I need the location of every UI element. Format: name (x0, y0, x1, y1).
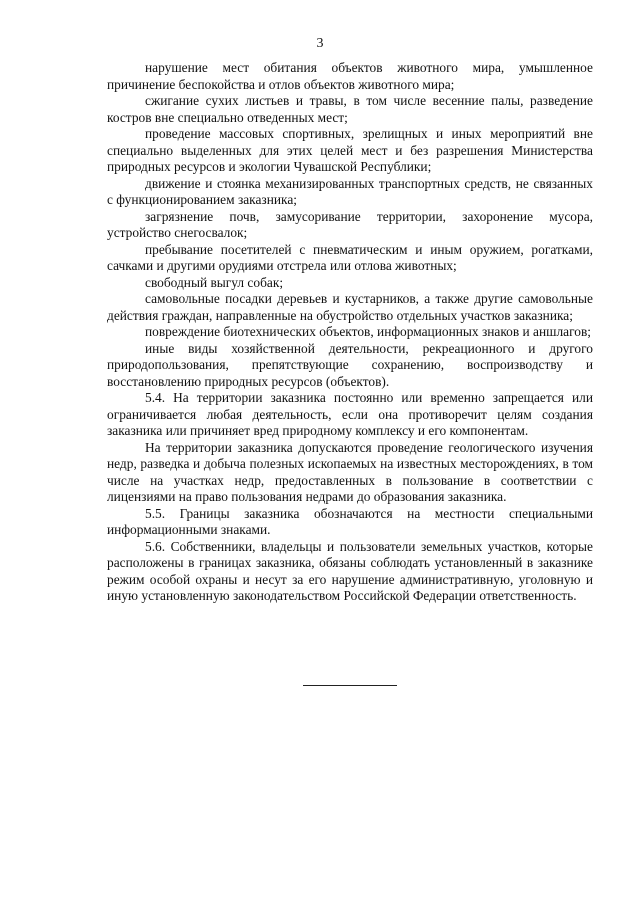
paragraph: пребывание посетителей с пневматическим и иным оружием, рогатками, сачками и другими орудиями отстрела или отлова животных; (107, 241, 593, 273)
paragraph: 5.6. Собственники, владельцы и пользователи земельных участков, которые расположены в границах заказника, обязаны соблюдать установленный в заказнике режим особой охраны и несут за его нарушение административную, уголовную и иную установленную законодательством Российской Федерации ответственность. (107, 538, 593, 603)
paragraph: загрязнение почв, замусоривание территории, захоронение мусора, устройство снегосвалок; (107, 208, 593, 240)
paragraph: На территории заказника допускаются проведение геологического изучения недр, разведка и добыча полезных ископаемых на известных месторождениях, в том числе на участках недр, предоставленных в пользование в соответствии с лицензиями на право пользования недрами до образования заказника. (107, 439, 593, 504)
paragraph: повреждение биотехнических объектов, информационных знаков и аншлагов; (145, 324, 591, 339)
paragraph: свободный выгул собак; (145, 274, 284, 290)
closing-divider (303, 685, 397, 686)
paragraph: самовольные посадки деревьев и кустарников, а также другие самовольные действия граждан, направленные на обустройство отдельных участков заказника; (107, 291, 593, 323)
paragraph: сжигание сухих листьев и травы, в том числе весенние палы, разведение костров вне специально отведенных мест; (107, 93, 593, 125)
page-number: 3 (316, 36, 324, 51)
paragraph: 5.5. Границы заказника обозначаются на местности специальными информационными знаками. (107, 505, 593, 537)
paragraph: проведение массовых спортивных, зрелищных и иных мероприятий вне специально выделенных для этих целей мест и без разрешения Министерства природных ресурсов и экологии Чувашской Республики; (107, 126, 593, 174)
paragraph: 5.4. На территории заказника постоянно или временно запрещается или ограничивается любая деятельность, если она противоречит целям создания заказника или причиняет вред природному комплексу и его компонентам. (107, 390, 593, 438)
document-body (107, 60, 593, 605)
paragraph: иные виды хозяйственной деятельности, рекреационного и другого природопользования, препятствующие сохранению, воспроизводству и восстановлению природных ресурсов (объектов). (107, 340, 593, 389)
paragraph: нарушение мест обитания объектов животного мира, умышленное причинение беспокойства и отлов объектов животного мира; (107, 60, 593, 92)
paragraph: движение и стоянка механизированных транспортных средств, не связанных с функционированием заказника; (107, 175, 593, 207)
